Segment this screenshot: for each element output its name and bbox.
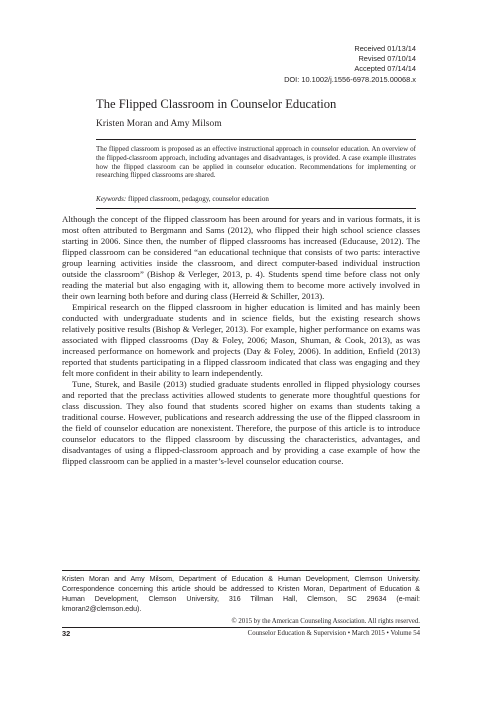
article-history (284, 44, 416, 85)
keywords-text: flipped classroom, pedagogy, counselor education (128, 195, 269, 203)
abstract-top-rule (96, 139, 416, 140)
revised-date: Revised 07/10/14 (358, 54, 416, 64)
journal-running-footer: Counselor Education & Supervision • March 2015 • Volume 54 (247, 630, 420, 637)
copyright-notice: © 2015 by the American Counseling Association. All rights reserved. (231, 618, 420, 625)
folio-rule (62, 627, 420, 628)
abstract: The flipped classroom is proposed as an effective instructional approach in counselor education. An overview of the flipped-classroom approach, including advantages and disadvantages, is provided. A case example illustrates how the flipped classroom can be applied in counselor education. Recommendations for implementing or researching flipped classrooms are shared. (96, 145, 416, 180)
keywords-label: Keywords: (96, 195, 127, 203)
received-date: Received 01/13/14 (354, 44, 416, 53)
page-number: 32 (62, 629, 71, 638)
body-paragraph: Empirical research on the flipped classroom in higher education is limited and has mainly been conducted with undergraduate students and in science fields, but the existing research shows relatively positive results (Bishop & Verleger, 2013). For example, higher performance on exams was associated with flipped classrooms (Day & Foley, 2006; Mason, Shuman, & Cook, 2013), as was increased performance on homework and projects (Day & Foley, 2006). In addition, Enfield (2013) reported that students participating in a flipped classroom indicated that class was engaging and they felt more confident in their ability to learn independently. (62, 302, 420, 378)
abstract-bottom-rule (96, 208, 416, 209)
body-paragraph: Tune, Sturek, and Basile (2013) studied graduate students enrolled in flipped physiology courses and reported that the preclass activities allowed students to generate more thoughtful questions for class discussion. They also found that students scored higher on exams than students taking a traditional course. However, publications and research addressing the use of the flipped classroom in the field of counselor education are nonexistent. Therefore, the purpose of this article is to introduce counselor educators to the flipped classroom by discussing the characteristics, advantages, and disadvantages of using a flipped-classroom approach and by providing a case example of how the flipped classroom can be applied in a master’s-level counselor education course. (62, 379, 420, 466)
author-footnote: Kristen Moran and Amy Milsom, Department of Education & Human Development, Clemson University. Correspondence concerning this article should be addressed to Kristen Moran, Department of Education & Human Development, Clemson University, 316 Tillman Hall, Clemson, SC 29634 (e-mail: kmoran2@clemson.edu). (62, 575, 420, 613)
accepted-date: Accepted 07/14/14 (354, 64, 416, 74)
article-authors: Kristen Moran and Amy Milsom (96, 119, 222, 129)
body-paragraph: Although the concept of the flipped classroom has been around for years and in various formats, it is most often attributed to Bergmann and Sams (2012), who flipped their high school science classes starting in 2006. Since then, the number of flipped classrooms has increased (Educause, 2012). The flipped classroom can be considered “an educational technique that consists of two parts: interactive group learning activities inside the classroom, and direct computer-based individual instruction outside the classroom” (Bishop & Verleger, 2013, p. 4). Students spend time before class not only reading the material but also engaging with it, allowing them to become more actively involved in their own learning both before and during class (Herreid & Schiller, 2013). (62, 214, 420, 301)
footnote-rule (62, 570, 420, 571)
keywords (96, 195, 416, 204)
article-body (62, 214, 420, 467)
article-title: The Flipped Classroom in Counselor Education (96, 97, 337, 111)
doi: DOI: 10.1002/j.1556-6978.2015.00068.x (284, 74, 416, 84)
